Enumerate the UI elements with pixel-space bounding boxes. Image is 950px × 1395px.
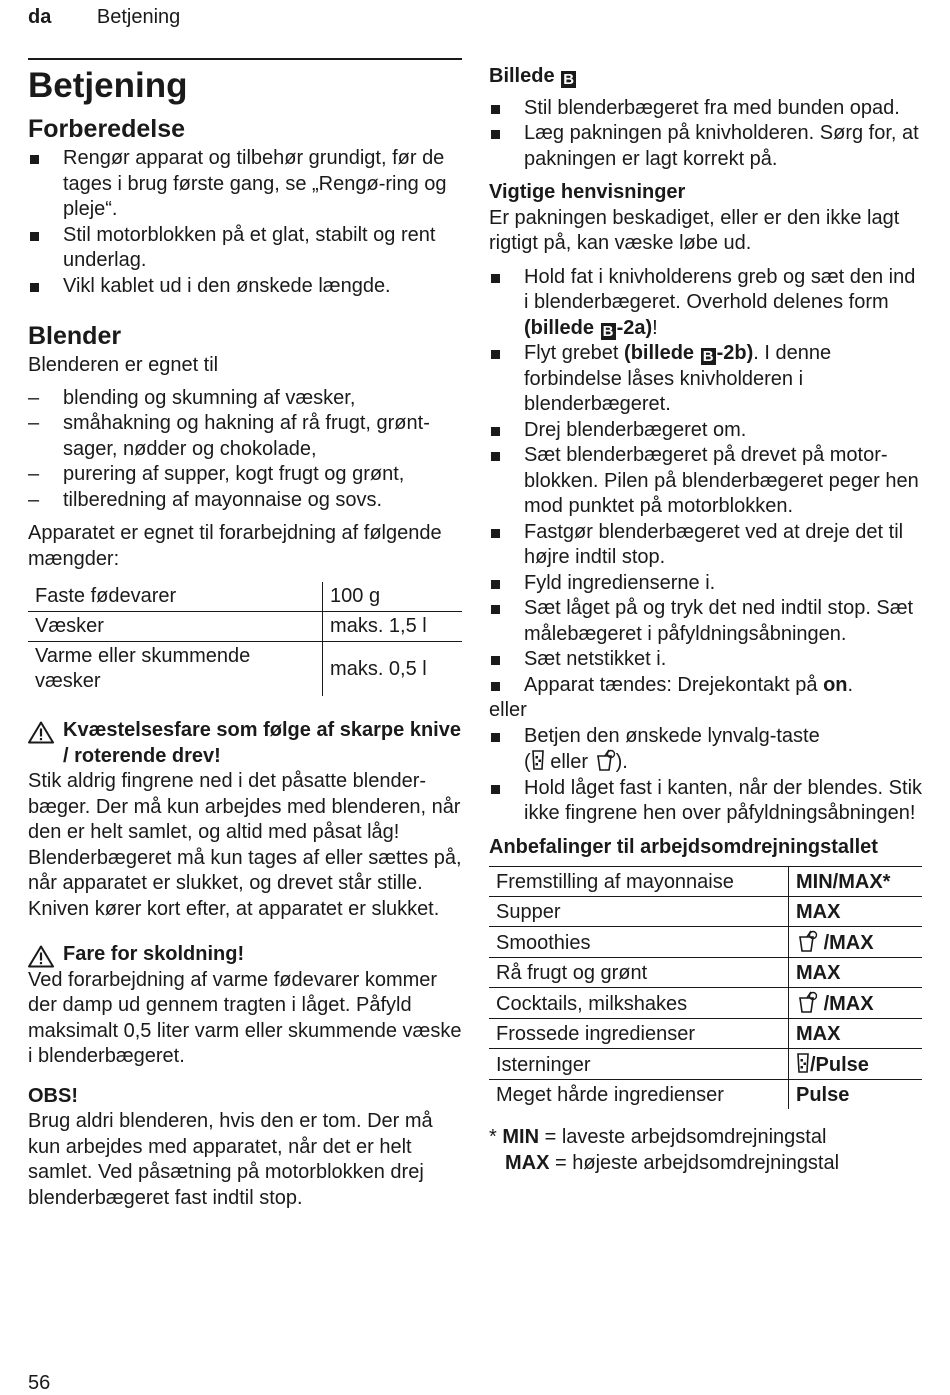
prep-list [28, 146, 462, 299]
table-row [28, 582, 462, 612]
smoothie-icon [594, 749, 616, 771]
or-text: eller [489, 699, 527, 721]
table-row: Frossede ingredienser MAX [489, 1019, 922, 1049]
injury-warning-title: Kvæstelsesfare som følge af skarpe knive / roterende drev! [28, 718, 462, 769]
table-row: Smoothies /MAX [489, 927, 922, 958]
figure-letter-badge: B [561, 71, 576, 88]
list-item: Sæt låget på og tryk det ned indtil stop. Sæt målebægeret i påfyldningsåbningen. [489, 596, 922, 647]
page-title: Betjening [28, 66, 188, 105]
rec-table [489, 866, 922, 1109]
page-number: 56 [28, 1372, 51, 1394]
table-row [28, 612, 462, 642]
amount-item: Varme eller skummende væsker [28, 642, 323, 697]
injury-warning-text: Stik aldrig fingrene ned i det påsatte blender-bæger. Der må kun arbejdes med blenderen, når den er helt samlet, og altid med påsat låg! Blenderbægeret må kun tages af eller sættes på, når apparatet er slukket, og drevet står stille. Kniven kører kort efter, at apparatet er slukket. [28, 770, 462, 920]
smoothie-icon [796, 991, 818, 1013]
footnote-line: MAX = højeste arbejdsomdrejningstal [505, 1151, 840, 1174]
list-item: Betjen den ønskede lynvalg-taste ( eller ). [489, 724, 922, 776]
header-section: Betjening [96, 6, 181, 28]
list-item: Fyld ingredienserne i. [489, 571, 922, 597]
list-item: – småhakning og hakning af rå frugt, grønt-sager, nødder og chokolade, [28, 411, 462, 462]
figure-letter-badge: B [601, 323, 616, 340]
figure-letter-badge: B [701, 348, 716, 365]
table-row: Supper MAX [489, 897, 922, 927]
blender-intro: Blenderen er egnet til [28, 354, 219, 376]
footnote-line: * MIN = laveste arbejdsomdrejningstal [489, 1126, 827, 1148]
important-title: Vigtige henvisninger [489, 181, 686, 203]
scald-warning-title: Fare for skoldning! [28, 942, 462, 968]
obs-title: OBS! [28, 1084, 78, 1107]
rec-heading: Anbefalinger til arbejdsomdrejningstallet [489, 835, 878, 858]
table-row: Cocktails, milkshakes /MAX [489, 988, 922, 1019]
amount-intro: Apparatet er egnet til forarbejdning af følgende mængder: [28, 522, 442, 570]
list-item: Hold fat i knivholderens greb og sæt den ind i blenderbægeret. Overhold delenes form (billede B -2a)! [489, 265, 922, 342]
scald-warning-text: Ved forarbejdning af varme fødevarer kommer der damp ud gennem tragten i låget. Påfyld maksimalt 0,5 liter varm eller skummende væske i blenderbægeret. [28, 968, 462, 1067]
prep-heading: Forberedelse [28, 115, 186, 143]
list-item: Stil motorblokken på et glat, stabilt og rent underlag. [28, 223, 462, 274]
figure-steps [489, 96, 922, 173]
list-item: – purering af supper, kogt frugt og grønt, [28, 462, 462, 488]
amount-table [28, 582, 462, 696]
figure-label: Billede B [489, 64, 922, 90]
list-item: Hold låget fast i kanten, når der blendes. Stik ikke fingrene hen over påfyldningsåbningen! [489, 776, 922, 827]
amount-value: maks. 1,5 l [323, 612, 462, 642]
amount-value: maks. 0,5 l [323, 642, 462, 697]
table-row: Meget hårde ingredienser Pulse [489, 1080, 922, 1110]
ice-crush-icon [796, 1052, 810, 1074]
table-row [28, 642, 462, 697]
blender-heading: Blender [28, 322, 122, 350]
list-item: Stil blenderbægeret fra med bunden opad. [489, 96, 922, 122]
warning-triangle-icon [28, 945, 54, 968]
list-item: Sæt netstikket i. [489, 647, 922, 673]
list-item: Vikl kablet ud i den ønskede længde. [28, 274, 462, 300]
table-row: Fremstilling af mayonnaise MIN/MAX* [489, 867, 922, 897]
smoothie-icon [796, 930, 818, 952]
amount-item: Væsker [28, 612, 323, 642]
left-column [28, 58, 462, 1211]
language-code: da [28, 6, 52, 28]
amount-item: Faste fødevarer [35, 585, 177, 607]
footnote [489, 1125, 922, 1176]
obs-text: Brug aldri blenderen, hvis den er tom. Der må kun arbejdes med apparatet, når det er helt samlet. Ved påsætning på motorblokken drej blenderbægeret fast indtil stop. [28, 1110, 433, 1209]
page-header [28, 6, 180, 29]
warning-triangle-icon [28, 721, 54, 744]
list-item: – blending og skumning af væsker, [28, 386, 462, 412]
list-item: Rengør apparat og tilbehør grundigt, før de tages i brug første gang, se „Rengø-ring og pleje“. [28, 146, 462, 223]
amount-value: 100 g [323, 582, 462, 612]
table-row: Isterninger /Pulse [489, 1049, 922, 1080]
list-item: – tilberedning af mayonnaise og sovs. [28, 488, 462, 514]
table-row: Rå frugt og grønt MAX [489, 958, 922, 988]
list-item: Sæt blenderbægeret på drevet på motor-blokken. Pilen på blenderbægeret peger hen mod punktet på motorblokken. [489, 443, 922, 520]
quick-steps [489, 724, 922, 827]
assembly-steps [489, 265, 922, 699]
ice-crush-icon [531, 749, 545, 771]
list-item: Læg pakningen på knivholderen. Sørg for, at pakningen er lagt korrekt på. [489, 121, 922, 172]
list-item: Flyt grebet (billede B -2b). I denne forbindelse låses knivholderen i blenderbægeret. [489, 341, 922, 418]
uses-list [28, 386, 462, 514]
right-column [489, 64, 922, 1176]
list-item: Fastgør blenderbægeret ved at dreje det til højre indtil stop. [489, 520, 922, 571]
list-item: Drej blenderbægeret om. [489, 418, 922, 444]
important-text: Er pakningen beskadiget, eller er den ikke lagt rigtigt på, kan væske løbe ud. [489, 206, 900, 254]
list-item: Apparat tændes: Drejekontakt på on. [489, 673, 922, 699]
